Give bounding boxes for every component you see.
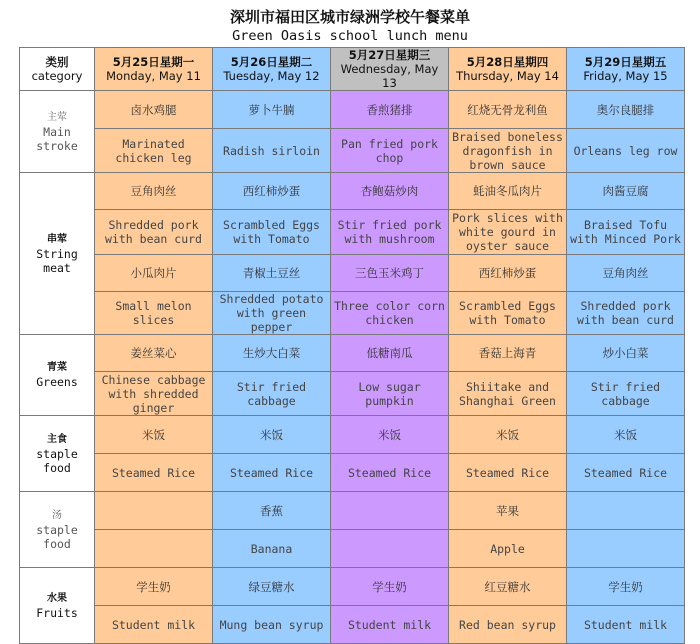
dish-en: Shiitake and Shanghai Green xyxy=(449,372,567,416)
dish-cn: 炒小白菜 xyxy=(567,335,685,372)
category-label-en: Fruits xyxy=(36,605,78,620)
dish-en: Apple xyxy=(449,530,567,568)
lunch-menu-table xyxy=(19,47,685,644)
dish-en xyxy=(567,530,685,568)
dish-en: Stir fried cabbage xyxy=(213,372,331,416)
dish-en: Steamed Rice xyxy=(449,454,567,492)
dish-en: Low sugar pumpkin xyxy=(331,372,449,416)
header-category-cn: 类别 xyxy=(45,55,69,69)
dish-cn: 苹果 xyxy=(449,492,567,530)
dish-en: Red bean syrup xyxy=(449,606,567,644)
dish-en: Pan fried pork chop xyxy=(331,129,449,173)
dish-en: Orleans leg row xyxy=(567,129,685,173)
category-greens xyxy=(20,335,95,416)
category-soup xyxy=(20,492,95,568)
category-label-cn: 青菜 xyxy=(47,362,67,373)
dish-cn: 生炒大白菜 xyxy=(213,335,331,372)
header-day-cn: 5月26日星期二 xyxy=(230,55,313,69)
category-fruit xyxy=(20,568,95,644)
header-day-en: Monday, May 11 xyxy=(106,69,201,83)
table-row xyxy=(20,454,685,492)
dish-cn: 米饭 xyxy=(95,416,213,454)
dish-en: Braised boneless dragonfish in brown sauce xyxy=(449,129,567,173)
category-staple xyxy=(20,416,95,492)
dish-en: Scrambled Eggs with Tomato xyxy=(213,210,331,255)
header-day-en: Tuesday, May 12 xyxy=(223,69,320,83)
category-string xyxy=(20,173,95,335)
table-row xyxy=(20,335,685,372)
dish-en: Pork slices with white gourd in oyster sauce xyxy=(449,210,567,255)
dish-en: Steamed Rice xyxy=(95,454,213,492)
dish-cn: 三色玉米鸡丁 xyxy=(331,255,449,292)
category-label-cn: 主荤 xyxy=(47,111,67,123)
dish-en: Stir fried pork with mushroom xyxy=(331,210,449,255)
dish-en: Banana xyxy=(213,530,331,568)
category-label-en: String meat xyxy=(36,246,78,275)
dish-cn: 肉酱豆腐 xyxy=(567,173,685,210)
dish-cn xyxy=(331,492,449,530)
dish-en: Scrambled Eggs with Tomato xyxy=(449,292,567,335)
dish-cn xyxy=(567,492,685,530)
dish-en xyxy=(331,530,449,568)
dish-en: Small melon slices xyxy=(95,292,213,335)
dish-en: Mung bean syrup xyxy=(213,606,331,644)
header-day-cn: 5月29日星期五 xyxy=(584,55,667,69)
dish-cn: 小瓜肉片 xyxy=(95,255,213,292)
table-row xyxy=(20,255,685,292)
dish-en: Steamed Rice xyxy=(213,454,331,492)
dish-en: Shredded pork with bean curd xyxy=(95,210,213,255)
header-row xyxy=(20,48,685,91)
dish-cn: 香煎猪排 xyxy=(331,91,449,129)
table-row xyxy=(20,292,685,335)
dish-cn: 青椒土豆丝 xyxy=(213,255,331,292)
header-day-en: Thursday, May 14 xyxy=(456,69,559,83)
dish-cn: 卤水鸡腿 xyxy=(95,91,213,129)
header-day-4 xyxy=(449,48,567,91)
header-day-cn: 5月27日星期三 xyxy=(348,48,431,62)
dish-en xyxy=(95,530,213,568)
header-category xyxy=(20,48,95,91)
header-day-1 xyxy=(95,48,213,91)
dish-en: Steamed Rice xyxy=(331,454,449,492)
header-day-cn: 5月28日星期四 xyxy=(466,55,549,69)
dish-cn: 米饭 xyxy=(449,416,567,454)
dish-en: Chinese cabbage with shredded ginger xyxy=(95,372,213,416)
header-day-en: Friday, May 15 xyxy=(583,69,668,83)
table-row xyxy=(20,91,685,129)
header-day-en: Wednesday, May 13 xyxy=(340,62,439,90)
dish-cn: 米饭 xyxy=(567,416,685,454)
dish-en: Stir fried cabbage xyxy=(567,372,685,416)
menu-title-english: Green Oasis school lunch menu xyxy=(232,28,468,44)
dish-cn: 红烧无骨龙利鱼 xyxy=(449,91,567,129)
category-label-en: staple food xyxy=(36,522,78,551)
header-day-3 xyxy=(331,48,449,91)
table-row xyxy=(20,530,685,568)
dish-en: Marinated chicken leg xyxy=(95,129,213,173)
table-row xyxy=(20,173,685,210)
dish-cn: 红豆糖水 xyxy=(449,568,567,606)
dish-cn xyxy=(95,492,213,530)
table-row xyxy=(20,129,685,173)
dish-cn: 杏鲍菇炒肉 xyxy=(331,173,449,210)
dish-cn: 学生奶 xyxy=(95,568,213,606)
dish-cn: 米饭 xyxy=(331,416,449,454)
header-day-2 xyxy=(213,48,331,91)
dish-cn: 绿豆糖水 xyxy=(213,568,331,606)
dish-cn: 学生奶 xyxy=(331,568,449,606)
dish-cn: 香蕉 xyxy=(213,492,331,530)
dish-en: Steamed Rice xyxy=(567,454,685,492)
dish-cn: 低糖南瓜 xyxy=(331,335,449,372)
dish-cn: 香菇上海青 xyxy=(449,335,567,372)
category-label-cn: 汤 xyxy=(52,509,62,521)
dish-cn: 西红柿炒蛋 xyxy=(449,255,567,292)
category-main xyxy=(20,91,95,173)
dish-en: Student milk xyxy=(95,606,213,644)
table-row xyxy=(20,606,685,644)
dish-cn: 米饭 xyxy=(213,416,331,454)
dish-cn: 萝卜牛腩 xyxy=(213,91,331,129)
dish-en: Three color corn chicken xyxy=(331,292,449,335)
header-day-5 xyxy=(567,48,685,91)
dish-en: Student milk xyxy=(567,606,685,644)
table-row xyxy=(20,568,685,606)
dish-en: Shredded potato with green pepper xyxy=(213,292,331,335)
header-day-cn: 5月25日星期一 xyxy=(112,55,195,69)
table-row xyxy=(20,372,685,416)
dish-cn: 豆角肉丝 xyxy=(95,173,213,210)
category-label-cn: 主食 xyxy=(47,433,67,445)
dish-cn: 西红柿炒蛋 xyxy=(213,173,331,210)
dish-cn: 蚝油冬瓜肉片 xyxy=(449,173,567,210)
table-row xyxy=(20,416,685,454)
category-label-en: staple food xyxy=(36,446,78,475)
dish-en: Radish sirloin xyxy=(213,129,331,173)
table-row xyxy=(20,492,685,530)
category-label-en: Greens xyxy=(36,375,78,389)
dish-cn: 奥尔良腿排 xyxy=(567,91,685,129)
menu-title-chinese: 深圳市福田区城市绿洲学校午餐菜单 xyxy=(229,8,470,26)
dish-cn: 学生奶 xyxy=(567,568,685,606)
category-label-cn: 水果 xyxy=(47,592,67,604)
dish-en: Braised Tofu with Minced Pork xyxy=(567,210,685,255)
dish-en: Shredded pork with bean curd xyxy=(567,292,685,335)
category-label-cn: 串荤 xyxy=(47,233,67,245)
category-label-en: Main stroke xyxy=(36,124,78,153)
header-category-en: category xyxy=(31,69,83,83)
table-row xyxy=(20,210,685,255)
dish-cn: 姜丝菜心 xyxy=(95,335,213,372)
dish-en: Student milk xyxy=(331,606,449,644)
dish-cn: 豆角肉丝 xyxy=(567,255,685,292)
